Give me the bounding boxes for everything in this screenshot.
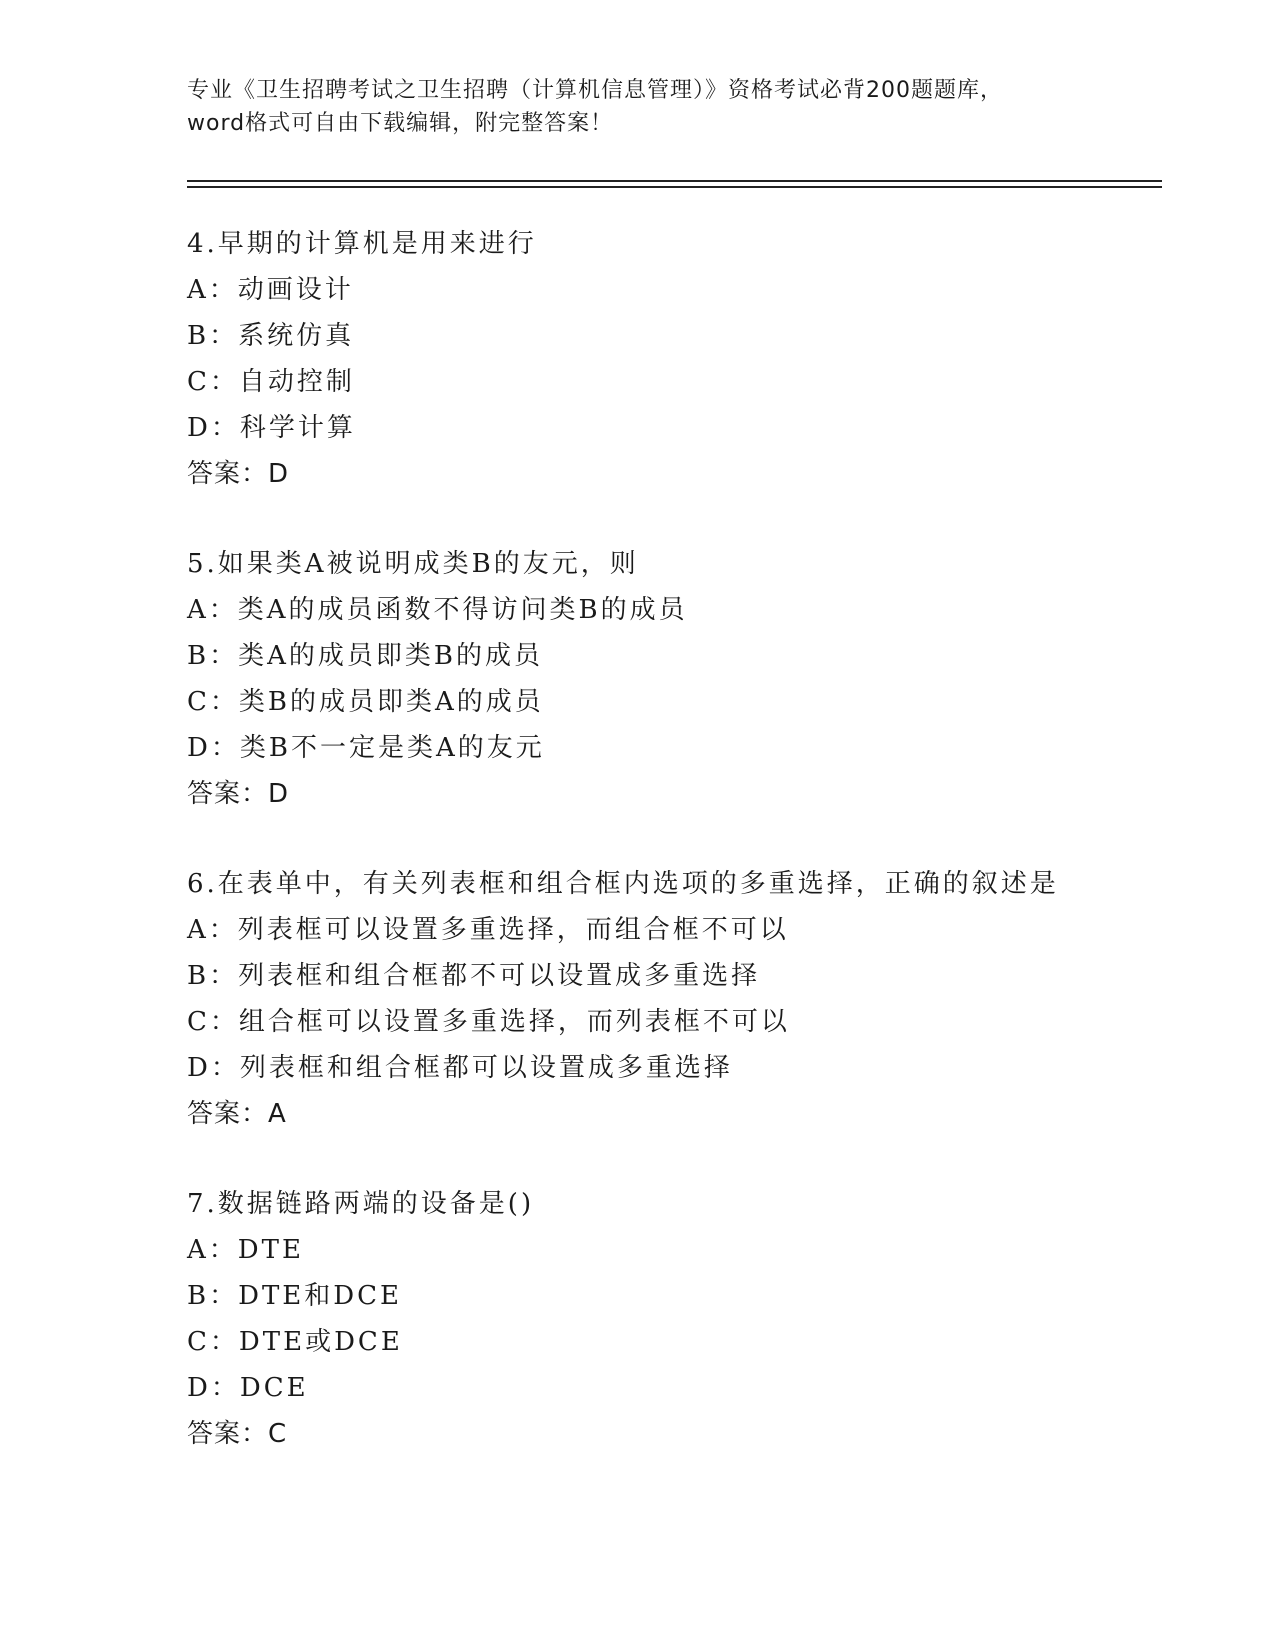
option-text: DCE [239, 1373, 309, 1403]
header-line-2: word格式可自由下载编辑，附完整答案！ [187, 111, 614, 136]
option-key: B： [187, 961, 239, 991]
answer-line: 答案：C [187, 1419, 288, 1449]
option-text: 科学计算 [239, 413, 356, 443]
question-block [187, 1181, 1107, 1457]
option-text: 系统仿真 [238, 321, 355, 351]
header-line-1: 专业《卫生招聘考试之卫生招聘（计算机信息管理）》资格考试必背200题题库， [187, 78, 1003, 103]
option-b [187, 633, 1107, 679]
option-text: 列表框和组合框都可以设置成多重选择 [239, 1053, 733, 1083]
option-key: B： [187, 641, 239, 671]
option-a [187, 1227, 1107, 1273]
answer-line: 答案：D [187, 459, 290, 489]
option-c [187, 1319, 1107, 1365]
answer-line: 答案：A [187, 1099, 287, 1129]
option-key: A： [187, 915, 238, 945]
option-text: 类B的成员即类A的成员 [238, 687, 544, 717]
question-block [187, 861, 1107, 1137]
option-key: A： [187, 275, 238, 305]
question-stem: 7.数据链路两端的设备是() [187, 1189, 535, 1219]
option-text: 类B不一定是类A的友元 [239, 733, 545, 763]
option-text: 动画设计 [237, 275, 354, 305]
option-c [187, 359, 1107, 405]
answer-line: 答案：D [187, 779, 290, 809]
option-key: A： [187, 1235, 238, 1265]
question-block [187, 541, 1107, 817]
option-key: B： [187, 1281, 239, 1311]
header-divider-top [187, 180, 1162, 182]
option-key: C： [187, 1007, 239, 1037]
question-block [187, 221, 1107, 497]
option-key: A： [187, 595, 238, 625]
option-key: C： [187, 687, 239, 717]
option-key: D： [187, 1373, 240, 1403]
option-b [187, 1273, 1107, 1319]
option-text: DTE [237, 1235, 304, 1265]
option-text: DTE或DCE [238, 1327, 403, 1357]
option-text: 类A的成员函数不得访问类B的成员 [237, 595, 688, 625]
option-key: D： [187, 413, 240, 443]
option-b [187, 953, 1107, 999]
document-header [187, 74, 1087, 140]
option-c [187, 679, 1107, 725]
option-a [187, 267, 1107, 313]
option-key: C： [187, 1327, 239, 1357]
option-text: DTE和DCE [238, 1281, 402, 1311]
option-a [187, 587, 1107, 633]
option-text: 类A的成员即类B的成员 [238, 641, 543, 671]
option-d [187, 725, 1107, 771]
option-d [187, 1365, 1107, 1411]
question-stem: 4.早期的计算机是用来进行 [187, 229, 537, 259]
option-d [187, 1045, 1107, 1091]
option-key: D： [187, 1053, 240, 1083]
option-text: 自动控制 [238, 367, 355, 397]
option-text: 组合框可以设置多重选择，而列表框不可以 [238, 1007, 790, 1037]
option-d [187, 405, 1107, 451]
option-text: 列表框可以设置多重选择，而组合框不可以 [237, 915, 789, 945]
option-text: 列表框和组合框都不可以设置成多重选择 [238, 961, 761, 991]
option-b [187, 313, 1107, 359]
option-key: D： [187, 733, 240, 763]
option-c [187, 999, 1107, 1045]
option-key: B： [187, 321, 239, 351]
option-key: C： [187, 367, 239, 397]
question-stem: 6.在表单中，有关列表框和组合框内选项的多重选择，正确的叙述是 [187, 869, 1059, 899]
question-stem: 5.如果类A被说明成类B的友元，则 [187, 549, 639, 579]
header-divider-bottom [187, 186, 1162, 188]
option-a [187, 907, 1107, 953]
